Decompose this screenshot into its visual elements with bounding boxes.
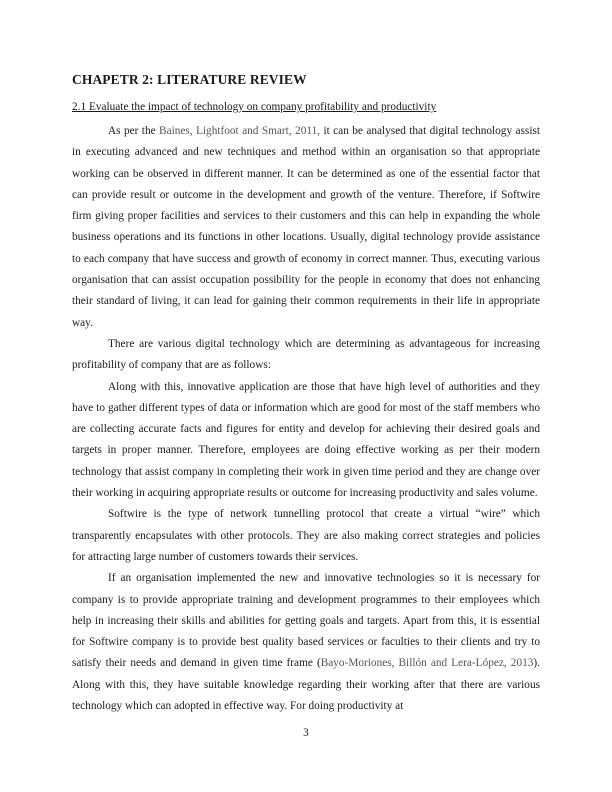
citation-baines-2011: Baines, Lightfoot and Smart, 2011, [159, 125, 321, 137]
paragraph-5 [72, 568, 540, 717]
paragraph-2: There are various digital technology which are determining as advantageous for increasing profitability of company that are as follows: [72, 337, 540, 372]
paragraph-1-body: it can be analysed that digital technology assist in executing advanced and new techniques and method within an organisation so that appropriate working can be observed in different manner. It can be determined as one of the essential factor that can provide result or outcome in the development and growth of the venture. Therefore, if Softwire firm giving proper facilities and services to their customers and this can help in expanding the whole business operations and its functions in other locations. Usually, digital technology provide assistance to each company that have success and growth of economy in correct manner. Thus, executing various organisation that can assist occupation possibility for the people in economy that does not enhancing their standard of living, it can lead for gaining their common requirements in their life in appropriate way. [72, 125, 540, 329]
citation-bayo-moriones-2013: Bayo-Moriones, Billón and Lera-López, 2013 [320, 657, 534, 670]
body-text [72, 121, 540, 717]
section-heading: 2.1 Evaluate the impact of technology on company profitability and productivity [72, 101, 437, 113]
paragraph-1 [72, 121, 540, 334]
chapter-title: CHAPETR 2: LITERATURE REVIEW [72, 72, 307, 87]
paragraph-4: Softwire is the type of network tunnelling protocol that create a virtual “wire” which transparently encapsulates with other protocols. They are also making correct strategies and policies for attracting large number of customers towards their services. [72, 508, 540, 563]
paragraph-5-body: ). Along with this, they have suitable knowledge regarding their working after that there are various technology which can adopted in effective way. For doing productivity at [72, 657, 540, 713]
paragraph-1-intro: As per the [108, 125, 160, 137]
paragraph-3: Along with this, innovative application are those that have high level of authorities and they have to gather different types of data or information which are good for most of the staff members who are collecting accurate facts and figures for entity and develop for achieving their desired goals and targets in proper manner. Therefore, employees are doing effective working as per their modern technology that assist company in completing their work in given time period and they are change over their working in acquiring appropriate results or outcome for increasing productivity and sales volume. [72, 380, 540, 500]
page-number: 3 [303, 727, 309, 739]
paragraph-5-intro: If an organisation implemented the new and innovative technologies so it is necessary for company is to provide appropriate training and development programmes to their employees which help in increasing their skills and abilities for getting goals and targets. Apart from this, it is essential for Softwire company is to provide best quality based services or faculties to their clients and try to satisfy their needs and demand in given time frame ( [72, 572, 540, 670]
